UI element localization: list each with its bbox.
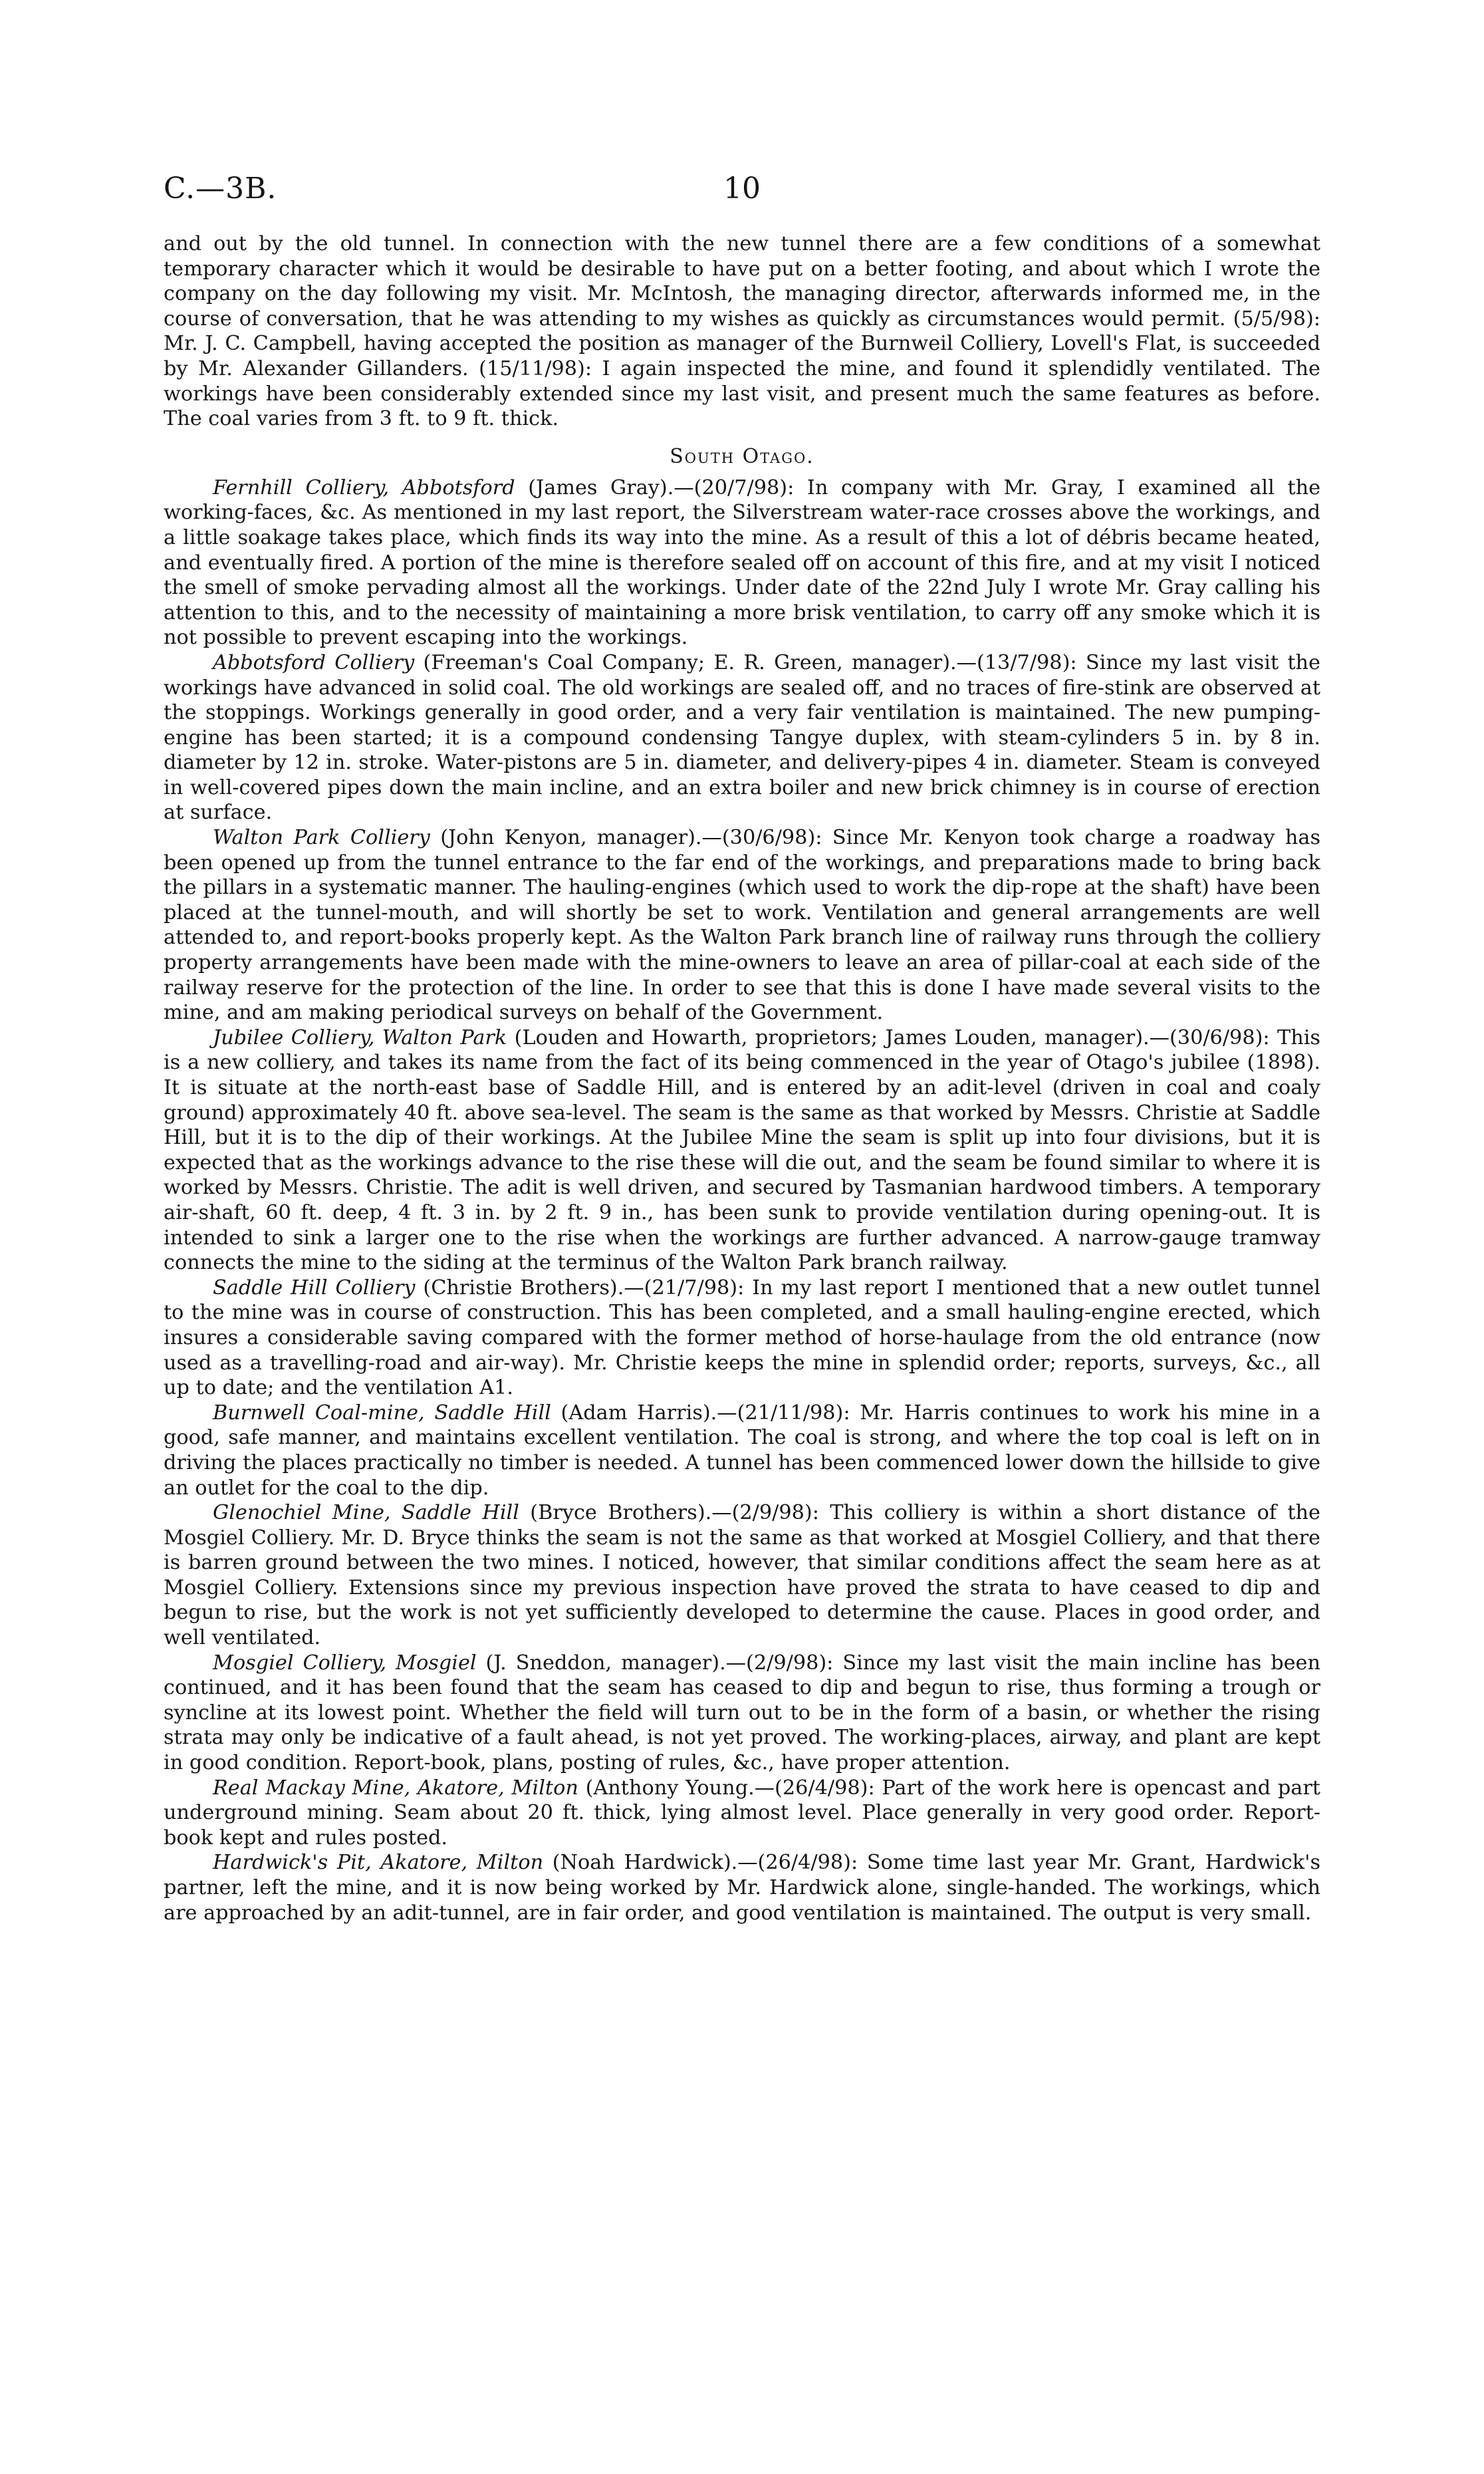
entry-text: (John Kenyon, manager).—(30/6/98): Since Mr. Kenyon took charge a roadway has been opened up from the tunnel entrance to the far end of the workings, and preparations made to bring back the pillars in a systematic manner. The hauling-engines (which used to work the dip-rope at the shaft) have been placed at the tunnel-mouth, and will shortly be set to work. Ventilation and general arrangements are well attended to, and report-books properly kept. As the Walton Park branch line of railway runs through the colliery property arrangements have been made with the mine-owners to leave an area of pillar-coal at each side of the railway reserve for the protection of the line. In order to see that this is done I have made several visits to the mine, and am making periodical surveys on behalf of the Government.: [164, 826, 1320, 1025]
entry-text: (Noah Hardwick).—(26/4/98): Some time last year Mr. Grant, Hardwick's partner, left the mine, and it is now being worked by Mr. Hardwick alone, single-handed. The workings, which are approached by an adit-tunnel, are in fair order, and good ventilation is maintained. The output is very small.: [164, 1851, 1320, 1925]
entry-text: (Freeman's Coal Company; E. R. Green, manager).—(13/7/98): Since my last visit the workings have advanced in solid coal. The old workings are sealed off, and no traces of fire-stink are observed at the stoppings. Workings generally in good order, and a very fair ventilation is maintained. The new pumping-engine has been started; it is a compound condensing Tangye duplex, with steam-cylinders 5 in. by 8 in. diameter by 12 in. stroke. Water-pistons are 5 in. diameter, and delivery-pipes 4 in. diameter. Steam is conveyed in well-covered pipes down the main incline, and an extra boiler and new brick chimney is in course of erection at surface.: [164, 650, 1320, 825]
entry-title: Fernhill Colliery, Abbotsford: [213, 476, 515, 499]
entry-title: Saddle Hill Colliery: [213, 1276, 416, 1300]
entry-paragraph-real-mackay: [164, 1776, 1320, 1851]
entry-title: Jubilee Colliery, Walton Park: [213, 1026, 507, 1049]
entry-text: (Louden and Howarth, proprietors; James Louden, manager).—(30/6/98): This is a new colliery, and takes its name from the fact of its being commenced in the year of Otago's jubilee (1898). It is situate at the north-east base of Saddle Hill, and is entered by an adit-level (driven in coal and coaly ground) approximately 40 ft. above sea-level. The seam is the same as that worked by Messrs. Christie at Saddle Hill, but it is to the dip of their workings. At the Jubilee Mine the seam is split up into four divisions, but it is expected that as the workings advance to the rise these will die out, and the seam be found similar to where it is worked by Messrs. Christie. The adit is well driven, and secured by Tasmanian hardwood timbers. A temporary air-shaft, 60 ft. deep, 4 ft. 3 in. by 2 ft. 9 in., has been sunk to provide ventilation during opening-out. It is intended to sink a larger one to the rise when the workings are further advanced. A narrow-gauge tramway connects the mine to the siding at the terminus of the Walton Park branch railway.: [164, 1026, 1320, 1275]
intro-paragraph: and out by the old tunnel. In connection with the new tunnel there are a few conditions of a somewhat temporary character which it would be desirable to have put on a better footing, and about which I wrote the company on the day following my visit. Mr. McIntosh, the managing director, afterwards informed me, in the course of conversation, that he was attending to my wishes as quickly as circumstances would permit. (5/5/98): Mr. J. C. Campbell, having accepted the position as manager of the Burnweil Colliery, Lovell's Flat, is succeeded by Mr. Alexander Gillanders. (15/11/98): I again inspected the mine, and found it splendidly ventilated. The workings have been considerably extended since my last visit, and present much the same features as before. The coal varies from 3 ft. to 9 ft. thick.: [164, 232, 1320, 431]
entry-title: Mosgiel Colliery, Mosgiel: [213, 1651, 477, 1675]
entry-text: (James Gray).—(20/7/98): In company with Mr. Gray, I examined all the working-faces, &c. As mentioned in my last report, the Silverstream water-race crosses above the workings, and a little soakage takes place, which finds its way into the mine. As a result of this a lot of débris became heated, and eventually fired. A portion of the mine is therefore sealed off on account of this fire, and at my visit I noticed the smell of smoke pervading almost all the workings. Under date of the 22nd July I wrote Mr. Gray calling his attention to this, and to the necessity of maintaining a more brisk ventilation, to carry off any smoke which it is not possible to prevent escaping into the workings.: [164, 476, 1321, 650]
entry-title: Real Mackay Mine, Akatore, Milton: [213, 1776, 578, 1800]
entry-text: (Anthony Young.—(26/4/98): Part of the work here is opencast and part underground mining. Seam about 20 ft. thick, lying almost level. Place generally in very good order. Report-book kept and rules posted.: [164, 1776, 1320, 1850]
entry-paragraph-walton-park: [164, 825, 1320, 1026]
entry-text: (Bryce Brothers).—(2/9/98): This colliery is within a short distance of the Mosgiel Colliery. Mr. D. Bryce thinks the seam is not the same as that worked at Mosgiel Colliery, and that there is barren ground between the two mines. I noticed, however, that similar conditions affect the seam here as at Mosgiel Colliery. Extensions since my previous inspection have proved the strata to have ceased to dip and begun to rise, but the work is not yet sufficiently developed to determine the cause. Places in good order, and well ventilated.: [164, 1501, 1320, 1650]
entry-paragraph-mosgiel: [164, 1651, 1320, 1776]
entry-title: Hardwick's Pit, Akatore, Milton: [213, 1851, 544, 1875]
entry-title: Abbotsford Colliery: [213, 650, 415, 674]
entry-paragraph-burnwell: [164, 1401, 1320, 1500]
page-number: 10: [723, 172, 761, 206]
entry-paragraph-hardwicks-pit: [164, 1850, 1320, 1925]
entry-title: Glenochiel Mine, Saddle Hill: [213, 1501, 519, 1525]
entry-text: (J. Sneddon, manager).—(2/9/98): Since my last visit the main incline has been continued, and it has been found that the seam has ceased to dip and begun to rise, thus forming a trough or syncline at its lowest point. Whether the field will turn out to be in the form of a basin, or whether the rising strata may only be indicative of a fault ahead, is not yet proved. The working-places, airway, and plant are kept in good condition. Report-book, plans, posting of rules, &c., have proper attention.: [164, 1651, 1320, 1775]
entry-paragraph-abbotsford: [164, 650, 1320, 825]
entry-paragraph-jubilee: [164, 1026, 1320, 1276]
entry-title: Walton Park Colliery: [213, 826, 430, 850]
body-text: [164, 231, 1320, 1925]
entry-paragraph-glenochiel: [164, 1500, 1320, 1651]
entry-paragraph-fernhill: [164, 476, 1320, 650]
entry-text: (Adam Harris).—(21/11/98): Mr. Harris continues to work his mine in a good, safe manner, and maintains excellent ventilation. The coal is strong, and where the top coal is left on in driving the places practically no timber is needed. A tunnel has been commenced lower down the hillside to give an outlet for the coal to the dip.: [164, 1401, 1320, 1500]
page-header: [164, 172, 1320, 219]
section-heading: South Otago.: [670, 444, 814, 468]
document-reference: C.—3B.: [164, 172, 277, 206]
entry-text: (Christie Brothers).—(21/7/98): In my last report I mentioned that a new outlet tunnel to the mine was in course of construction. This has been completed, and a small hauling-engine erected, which insures a considerable saving compared with the former method of horse-haulage from the old entrance (now used as a travelling-road and air-way). Mr. Christie keeps the mine in splendid order; reports, surveys, &c., all up to date; and the ventilation A1.: [164, 1276, 1320, 1400]
entry-paragraph-saddle-hill: [164, 1276, 1320, 1401]
entry-title: Burnwell Coal-mine, Saddle Hill: [213, 1401, 551, 1425]
